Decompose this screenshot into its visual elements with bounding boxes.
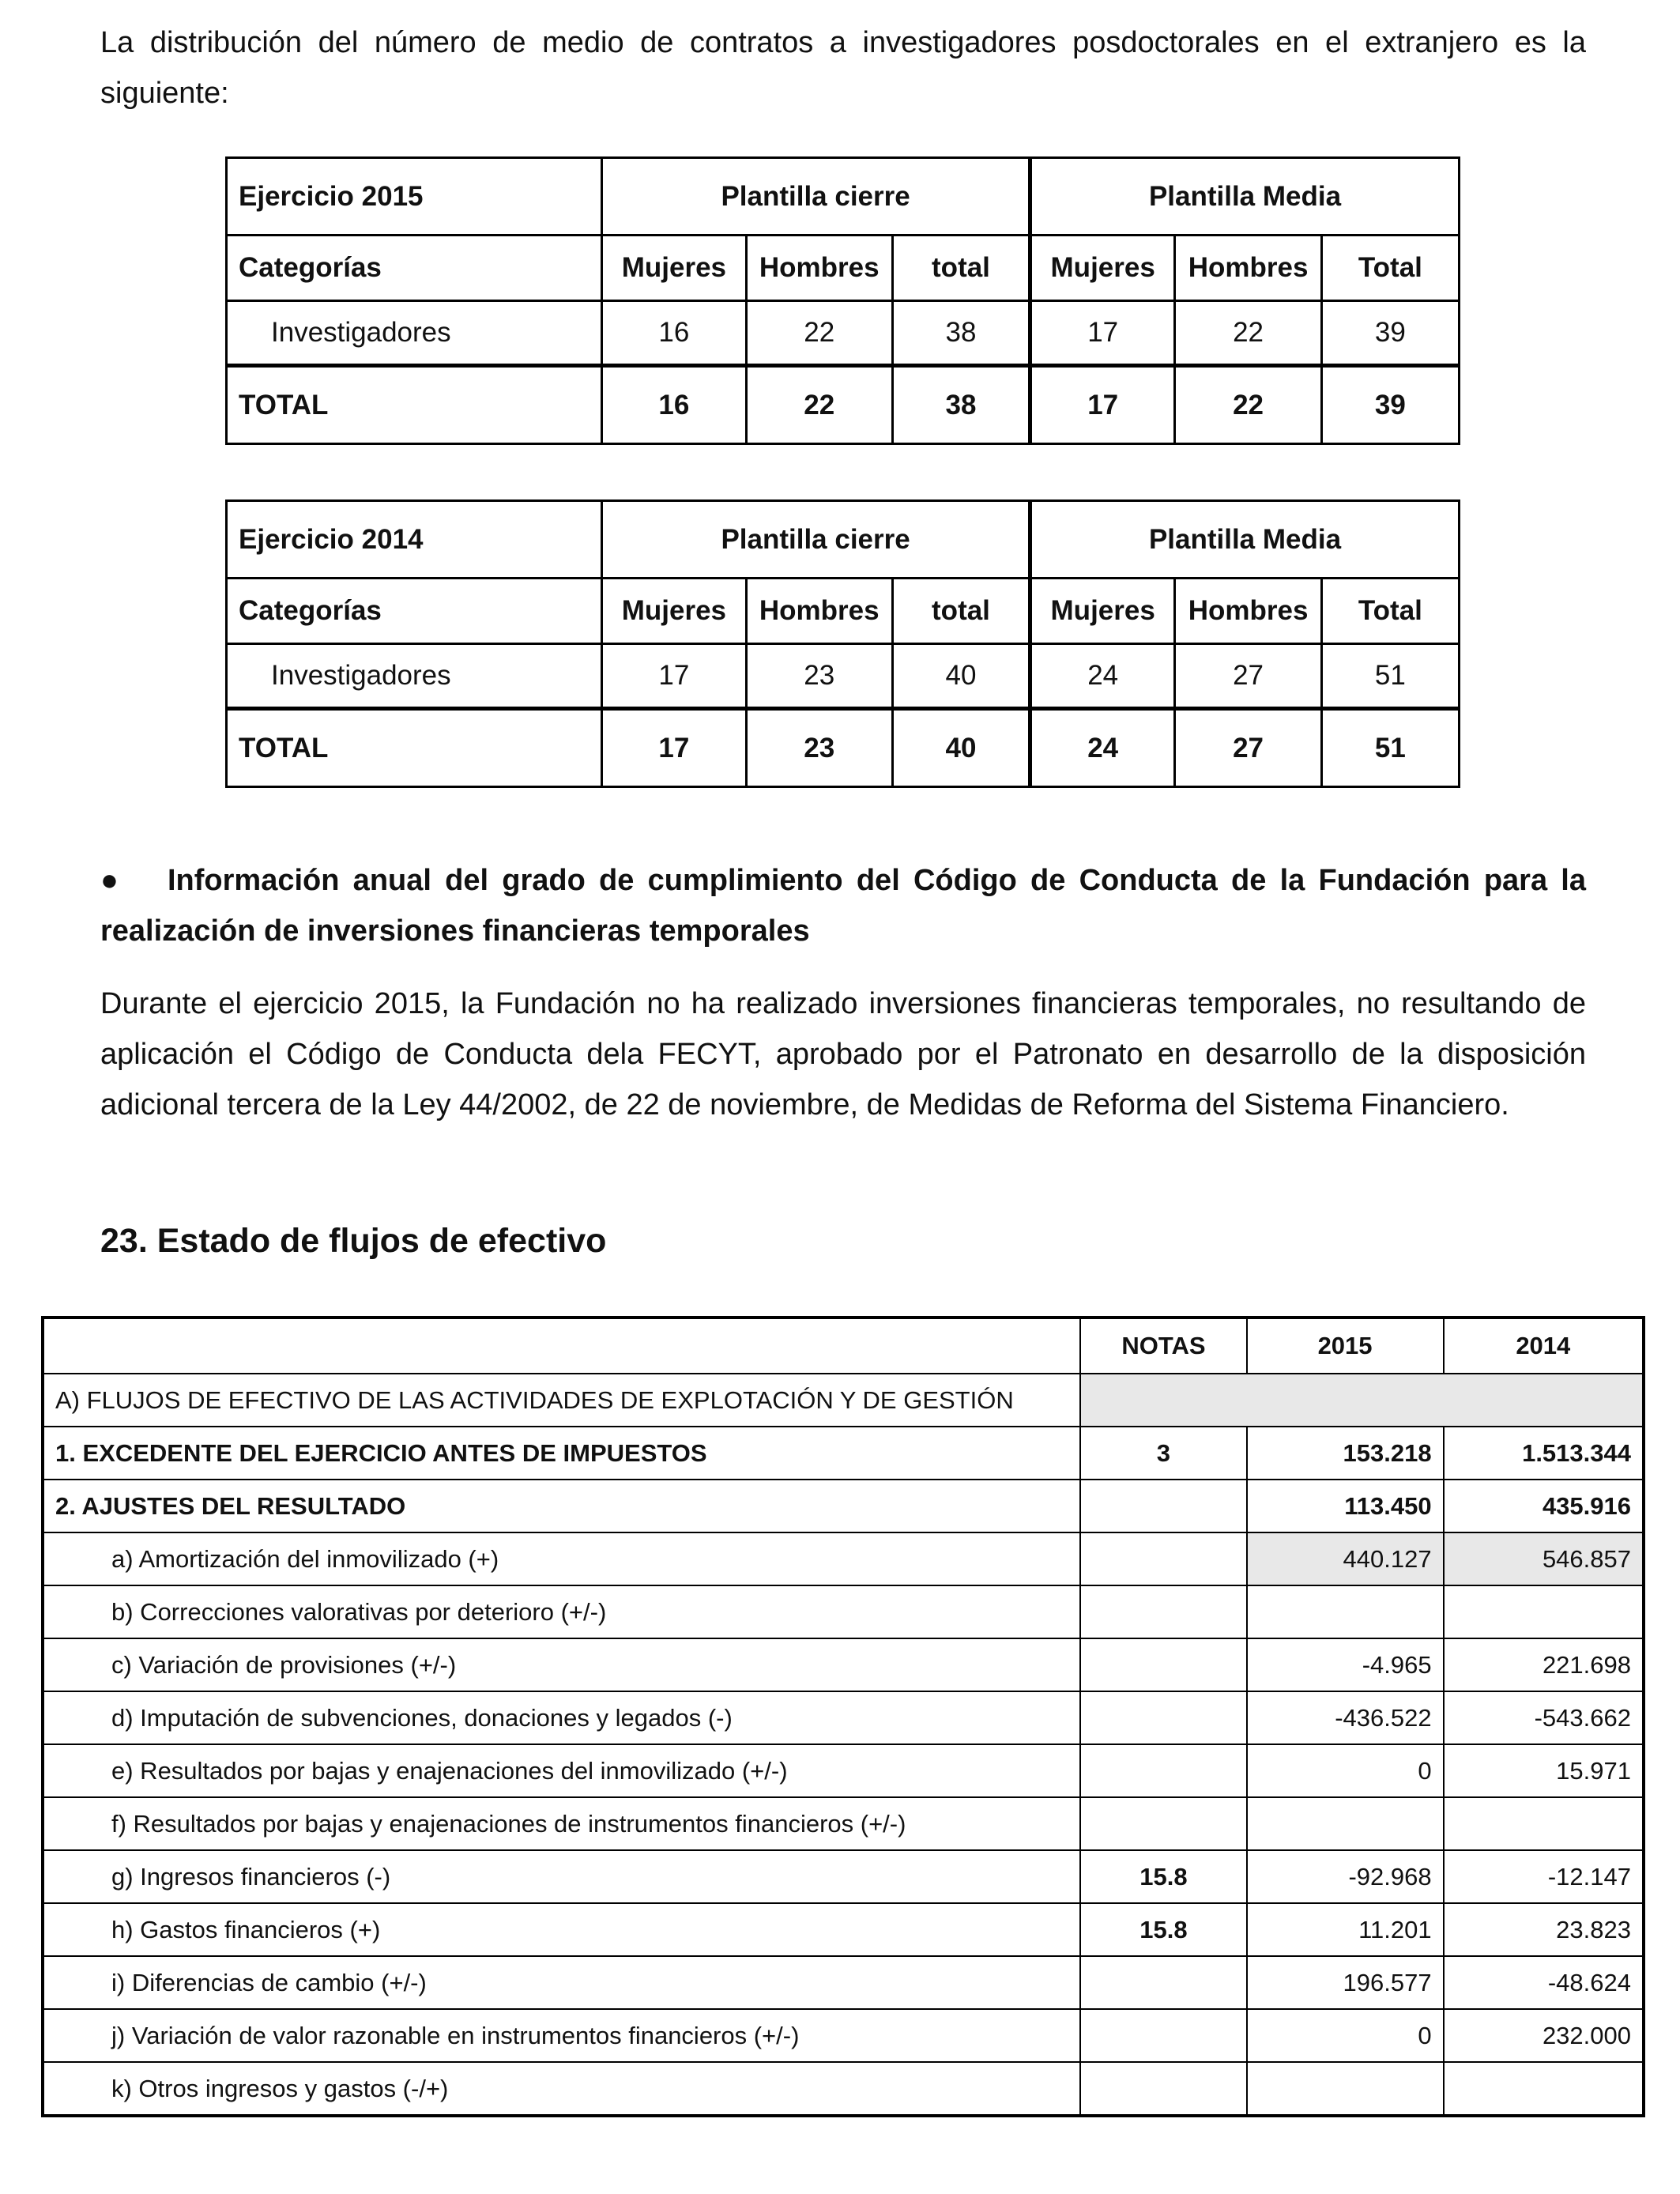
row-2014 xyxy=(1444,1797,1644,1850)
row-label: e) Resultados por bajas y enajenaciones del inmovilizado (+/-) xyxy=(43,1744,1080,1797)
cell: 40 xyxy=(892,644,1030,709)
row-2015: 196.577 xyxy=(1247,1956,1444,2009)
row-2014 xyxy=(1444,1585,1644,1638)
row-nota xyxy=(1080,1797,1246,1850)
row-2015 xyxy=(1247,1585,1444,1638)
row-2014: 23.823 xyxy=(1444,1903,1644,1956)
total-cell: 22 xyxy=(746,366,892,444)
row-nota xyxy=(1080,2062,1246,2116)
col-total: Total xyxy=(1321,579,1459,644)
row-label: f) Resultados por bajas y enajenaciones de instrumentos financieros (+/-) xyxy=(43,1797,1080,1850)
col-mujeres: Mujeres xyxy=(602,236,746,301)
cell: 38 xyxy=(892,301,1030,366)
header-2015: 2015 xyxy=(1247,1318,1444,1374)
total-cell: 51 xyxy=(1321,709,1459,787)
total-cell: 16 xyxy=(602,366,746,444)
row-label: b) Correcciones valorativas por deterioro (+/-) xyxy=(43,1585,1080,1638)
row-nota xyxy=(1080,1744,1246,1797)
cell: 39 xyxy=(1321,301,1459,366)
row-2015: 113.450 xyxy=(1247,1480,1444,1532)
row-2014: 232.000 xyxy=(1444,2009,1644,2062)
row-nota xyxy=(1080,1691,1246,1744)
row-label: k) Otros ingresos y gastos (-/+) xyxy=(43,2062,1080,2116)
row-2015 xyxy=(1247,2062,1444,2116)
row-label: g) Ingresos financieros (-) xyxy=(43,1850,1080,1903)
staff-table-2014 xyxy=(225,499,1460,788)
cell: 51 xyxy=(1321,644,1459,709)
header-2014: 2014 xyxy=(1444,1318,1644,1374)
cell: 22 xyxy=(746,301,892,366)
row-2014 xyxy=(1444,2062,1644,2116)
total-cell: 17 xyxy=(602,709,746,787)
total-cell: 27 xyxy=(1175,709,1321,787)
col-hombres: Hombres xyxy=(746,579,892,644)
row-2014: 546.857 xyxy=(1444,1532,1644,1585)
row-2015: -4.965 xyxy=(1247,1638,1444,1691)
bullet-icon: ● xyxy=(100,864,119,897)
row-2015: -92.968 xyxy=(1247,1850,1444,1903)
row-nota xyxy=(1080,1585,1246,1638)
col-mujeres: Mujeres xyxy=(1030,236,1175,301)
row-nota: 15.8 xyxy=(1080,1903,1246,1956)
total-cell: 24 xyxy=(1030,709,1175,787)
group-plantilla-media: Plantilla Media xyxy=(1030,158,1460,236)
bullet-heading xyxy=(100,855,1586,956)
total-cell: 22 xyxy=(1175,366,1321,444)
cell: 17 xyxy=(602,644,746,709)
row-nota xyxy=(1080,1638,1246,1691)
row-2014: 221.698 xyxy=(1444,1638,1644,1691)
cashflow-table xyxy=(41,1316,1645,2117)
row-2015: 0 xyxy=(1247,2009,1444,2062)
section-a-label: A) FLUJOS DE EFECTIVO DE LAS ACTIVIDADES DE EXPLOTACIÓN Y DE GESTIÓN xyxy=(43,1374,1080,1427)
total-cell: 23 xyxy=(746,709,892,787)
col-total: Total xyxy=(1321,236,1459,301)
row-label: Investigadores xyxy=(227,644,602,709)
row-2015: -436.522 xyxy=(1247,1691,1444,1744)
total-label: TOTAL xyxy=(227,709,602,787)
row-label: 1. EXCEDENTE DEL EJERCICIO ANTES DE IMPUESTOS xyxy=(43,1427,1080,1480)
row-2015: 153.218 xyxy=(1247,1427,1444,1480)
row-2014: 15.971 xyxy=(1444,1744,1644,1797)
row-nota xyxy=(1080,2009,1246,2062)
categorias-label: Categorías xyxy=(227,236,602,301)
col-total: total xyxy=(892,236,1030,301)
total-cell: 40 xyxy=(892,709,1030,787)
row-2014: 435.916 xyxy=(1444,1480,1644,1532)
group-plantilla-cierre: Plantilla cierre xyxy=(602,158,1030,236)
cell: 17 xyxy=(1030,301,1175,366)
row-nota xyxy=(1080,1480,1246,1532)
ejercicio-label: Ejercicio 2015 xyxy=(227,158,602,236)
col-hombres: Hombres xyxy=(1175,236,1321,301)
staff-table-2015 xyxy=(225,156,1460,445)
col-mujeres: Mujeres xyxy=(602,579,746,644)
row-label: d) Imputación de subvenciones, donaciones y legados (-) xyxy=(43,1691,1080,1744)
cell: 16 xyxy=(602,301,746,366)
total-cell: 17 xyxy=(1030,366,1175,444)
intro-paragraph: La distribución del número de medio de contratos a investigadores posdoctorales en el extranjero es la siguiente: xyxy=(100,26,1586,110)
total-label: TOTAL xyxy=(227,366,602,444)
cell: 27 xyxy=(1175,644,1321,709)
ejercicio-label: Ejercicio 2014 xyxy=(227,501,602,579)
row-label: c) Variación de provisiones (+/-) xyxy=(43,1638,1080,1691)
row-label: a) Amortización del inmovilizado (+) xyxy=(43,1532,1080,1585)
col-hombres: Hombres xyxy=(746,236,892,301)
row-2014: 1.513.344 xyxy=(1444,1427,1644,1480)
row-2014: -543.662 xyxy=(1444,1691,1644,1744)
cell: 24 xyxy=(1030,644,1175,709)
categorias-label: Categorías xyxy=(227,579,602,644)
row-nota: 3 xyxy=(1080,1427,1246,1480)
total-cell: 38 xyxy=(892,366,1030,444)
row-2014: -12.147 xyxy=(1444,1850,1644,1903)
cell: 23 xyxy=(746,644,892,709)
row-label: i) Diferencias de cambio (+/-) xyxy=(43,1956,1080,2009)
section-title: 23. Estado de flujos de efectivo xyxy=(100,1222,607,1260)
col-total: total xyxy=(892,579,1030,644)
row-nota: 15.8 xyxy=(1080,1850,1246,1903)
col-mujeres: Mujeres xyxy=(1030,579,1175,644)
bullet-paragraph: Durante el ejercicio 2015, la Fundación no ha realizado inversiones financieras temporales, no resultando de aplicación el Código de Conducta dela FECYT, aprobado por el Patronato en desarrollo de la disposición adicional tercera de la Ley 44/2002, de 22 de noviembre, de Medidas de Reforma del Sistema Financiero. xyxy=(100,987,1586,1122)
total-cell: 39 xyxy=(1321,366,1459,444)
col-hombres: Hombres xyxy=(1175,579,1321,644)
row-2015 xyxy=(1247,1797,1444,1850)
header-notas: NOTAS xyxy=(1080,1318,1246,1374)
row-2015: 0 xyxy=(1247,1744,1444,1797)
row-label: Investigadores xyxy=(227,301,602,366)
group-plantilla-cierre: Plantilla cierre xyxy=(602,501,1030,579)
row-label: h) Gastos financieros (+) xyxy=(43,1903,1080,1956)
row-nota xyxy=(1080,1532,1246,1585)
section-a-fill xyxy=(1080,1374,1644,1427)
row-2015: 11.201 xyxy=(1247,1903,1444,1956)
row-label: 2. AJUSTES DEL RESULTADO xyxy=(43,1480,1080,1532)
header-blank xyxy=(43,1318,1080,1374)
row-2014: -48.624 xyxy=(1444,1956,1644,2009)
row-label: j) Variación de valor razonable en instrumentos financieros (+/-) xyxy=(43,2009,1080,2062)
row-2015: 440.127 xyxy=(1247,1532,1444,1585)
group-plantilla-media: Plantilla Media xyxy=(1030,501,1460,579)
bullet-heading-text: Información anual del grado de cumplimiento del Código de Conducta de la Fundación para la realización de inversiones financieras temporales xyxy=(100,864,1586,948)
row-nota xyxy=(1080,1956,1246,2009)
cell: 22 xyxy=(1175,301,1321,366)
